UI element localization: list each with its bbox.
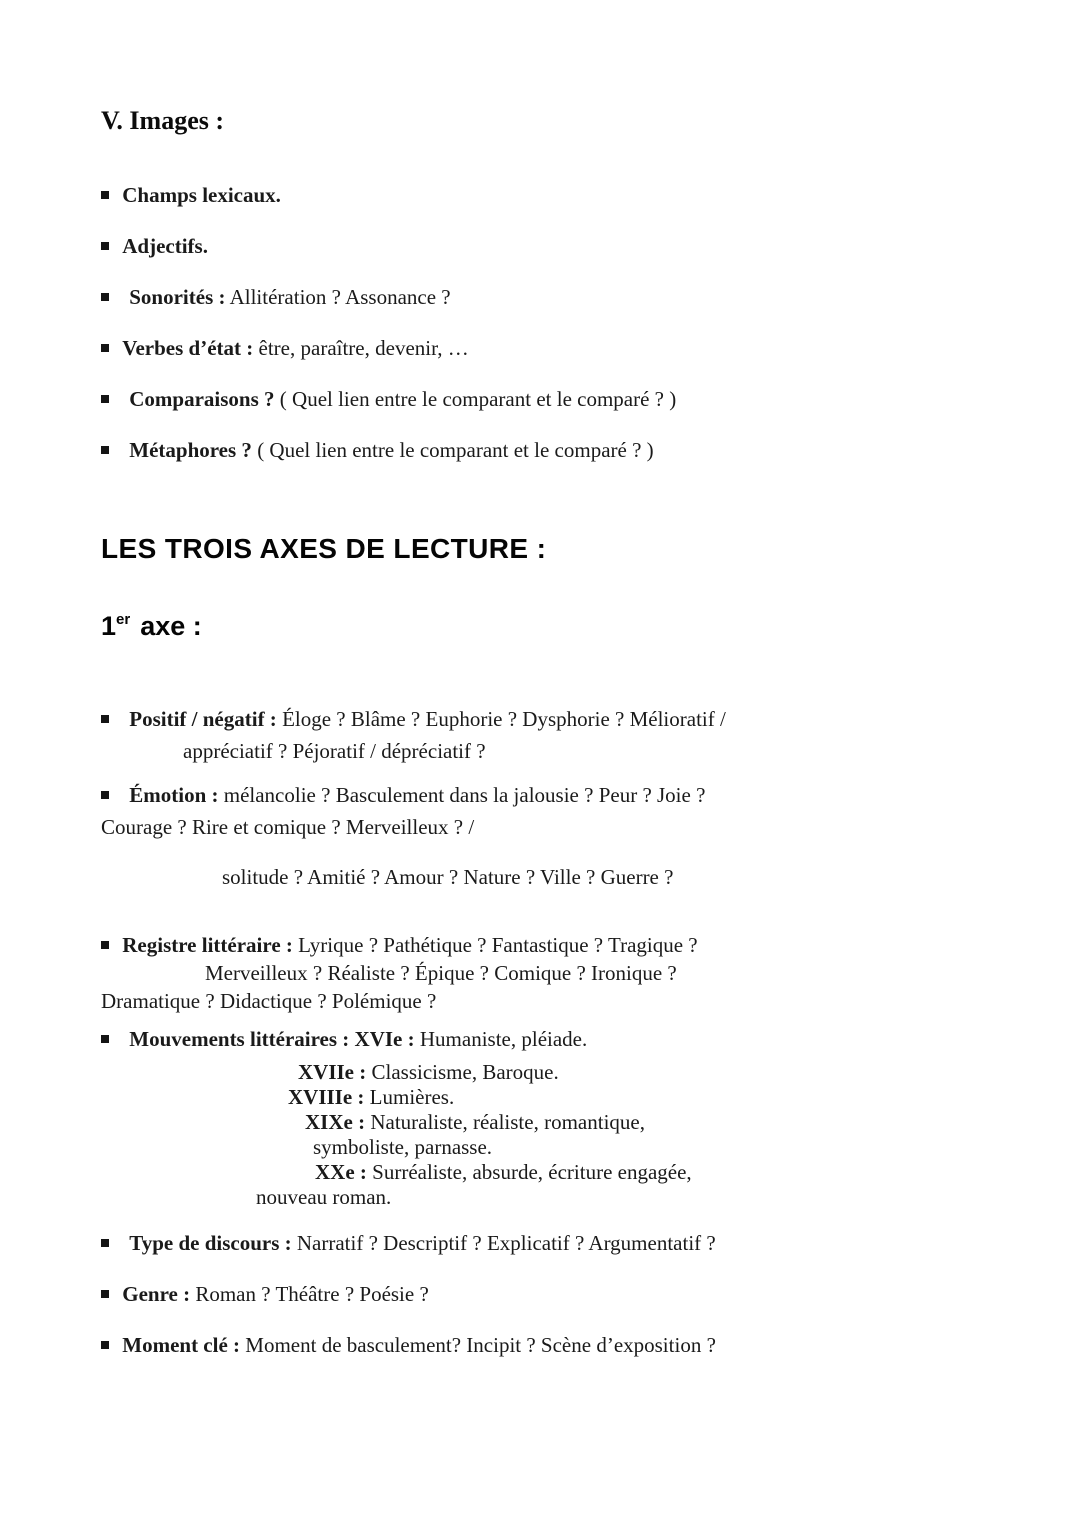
item-text: être, paraître, devenir, …	[258, 336, 469, 360]
subheading-premier-axe	[101, 611, 1010, 642]
century-row-continuation: symboliste, parnasse.	[313, 1135, 493, 1159]
item-text: Allitération ? Assonance ?	[229, 285, 451, 309]
century-text: Humaniste, pléiade.	[419, 1027, 588, 1051]
item-text: ( Quel lien entre le comparant et le comparé ? )	[279, 387, 677, 411]
images-bullet-list	[101, 183, 1010, 463]
square-bullet-icon	[101, 191, 109, 199]
list-item-metaphores	[101, 438, 1010, 463]
item-label: Métaphores ?	[129, 438, 252, 462]
item-label: Comparaisons ?	[129, 387, 275, 411]
item-label: Mouvements littéraires :	[129, 1027, 350, 1051]
century-row	[101, 1110, 1010, 1135]
list-item-registre-litteraire	[101, 931, 1010, 1015]
axe-label: axe :	[140, 611, 202, 641]
square-bullet-icon	[101, 446, 109, 454]
century-text: Naturaliste, réaliste, romantique,	[370, 1110, 645, 1134]
item-text: Narratif ? Descriptif ? Explicatif ? Argumentatif ?	[296, 1231, 716, 1255]
list-item-type-de-discours	[101, 1231, 1010, 1256]
item-line	[101, 1027, 1010, 1052]
century-text: Surréaliste, absurde, écriture engagée,	[372, 1160, 692, 1184]
century-row	[101, 1160, 1010, 1185]
century-row	[101, 1085, 1010, 1110]
list-item-mouvements-litteraires	[101, 1027, 1010, 1210]
century-text: Lumières.	[369, 1085, 455, 1109]
square-bullet-icon	[101, 1239, 109, 1247]
square-bullet-icon	[101, 715, 109, 723]
square-bullet-icon	[101, 941, 109, 949]
item-continuation-themes: solitude ? Amitié ? Amour ? Nature ? Ville ? Guerre ?	[222, 865, 674, 889]
item-continuation: Courage ? Rire et comique ? Merveilleux ? /	[101, 815, 475, 839]
list-item-genre	[101, 1282, 1010, 1307]
century-label: XXe :	[315, 1160, 367, 1184]
list-item-positif-negatif	[101, 703, 1010, 767]
square-bullet-icon	[101, 344, 109, 352]
century-label: XIXe :	[305, 1110, 366, 1134]
axe-ordinal-suffix: er	[116, 611, 131, 628]
century-row	[101, 1060, 1010, 1085]
item-text: ( Quel lien entre le comparant et le comparé ? )	[257, 438, 654, 462]
square-bullet-icon	[101, 1341, 109, 1349]
section-heading-axes: LES TROIS AXES DE LECTURE :	[101, 533, 547, 564]
item-continuation: Merveilleux ? Réaliste ? Épique ? Comique ? Ironique ?	[205, 961, 677, 985]
item-text: Roman ? Théâtre ? Poésie ?	[195, 1282, 429, 1306]
item-line	[101, 931, 1010, 959]
square-bullet-icon	[101, 1290, 109, 1298]
list-item-adjectifs	[101, 234, 1010, 259]
item-label: Positif / négatif :	[129, 707, 277, 731]
item-label: Sonorités :	[129, 285, 226, 309]
square-bullet-icon	[101, 1035, 109, 1043]
list-item-champs-lexicaux	[101, 183, 1010, 208]
item-line	[101, 779, 1010, 811]
square-bullet-icon	[101, 293, 109, 301]
item-label: Registre littéraire :	[122, 933, 293, 957]
item-continuation: appréciatif ? Péjoratif / dépréciatif ?	[183, 739, 486, 763]
list-item-verbes-etat	[101, 336, 1010, 361]
century-label: XVIIe :	[298, 1060, 367, 1084]
item-label: Verbes d’état :	[122, 336, 254, 360]
list-item-sonorites	[101, 285, 1010, 310]
list-item-moment-cle	[101, 1333, 1010, 1358]
item-label: Type de discours :	[129, 1231, 292, 1255]
item-label: Émotion :	[129, 783, 219, 807]
axe-number: 1	[101, 611, 117, 641]
item-text: mélancolie ? Basculement dans la jalousie ? Peur ? Joie ?	[223, 783, 706, 807]
item-text: Moment de basculement? Incipit ? Scène d’exposition ?	[245, 1333, 716, 1357]
item-continuation: Dramatique ? Didactique ? Polémique ?	[101, 989, 437, 1013]
item-text: Lyrique ? Pathétique ? Fantastique ? Tragique ?	[298, 933, 698, 957]
square-bullet-icon	[101, 242, 109, 250]
item-label: Moment clé :	[122, 1333, 241, 1357]
section-heading-images: V. Images :	[101, 106, 225, 135]
item-line	[101, 703, 1010, 735]
item-label: Genre :	[122, 1282, 191, 1306]
item-label: Champs lexicaux.	[122, 183, 281, 207]
square-bullet-icon	[101, 791, 109, 799]
square-bullet-icon	[101, 395, 109, 403]
list-item-emotion	[101, 779, 1010, 893]
century-row-continuation: nouveau roman.	[256, 1185, 392, 1209]
century-label: XVIe :	[354, 1027, 415, 1051]
list-item-comparaisons	[101, 387, 1010, 412]
item-text: Éloge ? Blâme ? Euphorie ? Dysphorie ? Mélioratif /	[282, 707, 726, 731]
item-label: Adjectifs.	[122, 234, 208, 258]
century-text: Classicisme, Baroque.	[371, 1060, 559, 1084]
century-label: XVIIIe :	[288, 1085, 365, 1109]
